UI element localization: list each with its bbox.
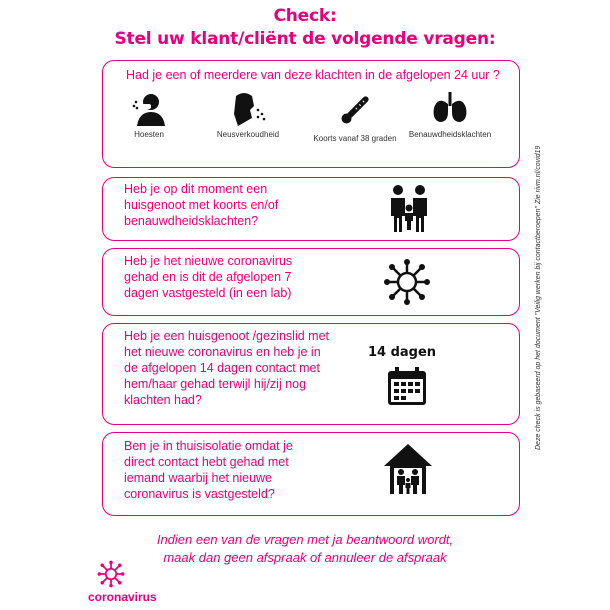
- question-text: Ben je in thuisisolatie omdat je direct contact hebt gehad met iemand waarbij het nieuwe coronavirus is vastgesteld?: [124, 439, 293, 501]
- symptom-label: Benauwdheidsklachten: [408, 130, 492, 139]
- calendar-icon: [386, 366, 428, 406]
- symptom-label: Koorts vanaf 38 graden: [313, 134, 397, 143]
- symptom-cough: [110, 90, 188, 140]
- symptom-breathing: [390, 90, 510, 140]
- footer-line-1: Indien een van de vragen met ja beantwoord wordt,: [156, 532, 454, 547]
- footer-line-2: maak dan geen afspraak of annuleer de afspraak: [163, 550, 447, 565]
- days-badge: 14 dagen: [367, 345, 437, 360]
- symptom-label: Hoesten: [134, 130, 164, 139]
- house-family-icon: [382, 442, 434, 496]
- symptom-fever: [310, 90, 400, 144]
- lungs-icon: [430, 90, 470, 126]
- virus-logo-icon: [97, 560, 125, 588]
- question-text: Heb je het nieuwe coronavirus gehad en is dit de afgelopen 7 dagen vastgesteld (in een lab): [124, 254, 293, 300]
- family-icon: [385, 184, 433, 234]
- symptom-label: Neusverkoudheid: [216, 130, 280, 139]
- sneezing-person-icon: [228, 90, 268, 126]
- page-title: Check:: [273, 6, 337, 26]
- page-subtitle: Stel uw klant/cliënt de volgende vragen:: [114, 29, 496, 49]
- question-text: Heb je een huisgenoot /gezinslid met het nieuwe coronavirus en heb je in de afgelopen 14 dagen contact met hem/haar gehad terwijl hij/zij nog klachten had?: [124, 329, 329, 407]
- thermometer-icon: [335, 90, 375, 130]
- symptom-runny-nose: [198, 90, 298, 140]
- logo-text: coronavirus: [88, 590, 157, 604]
- question-text: Had je een of meerdere van deze klachten in de afgelopen 24 uur ?: [126, 68, 500, 82]
- source-note: Deze check is gebaseerd op het document "Veilig werken bij contactberoepen" Zie rivm.nl/covid19: [535, 145, 542, 450]
- coughing-person-icon: [131, 90, 167, 126]
- question-text: Heb je op dit moment een huisgenoot met koorts en/of benauwdheidsklachten?: [124, 182, 279, 228]
- virus-icon: [383, 258, 431, 306]
